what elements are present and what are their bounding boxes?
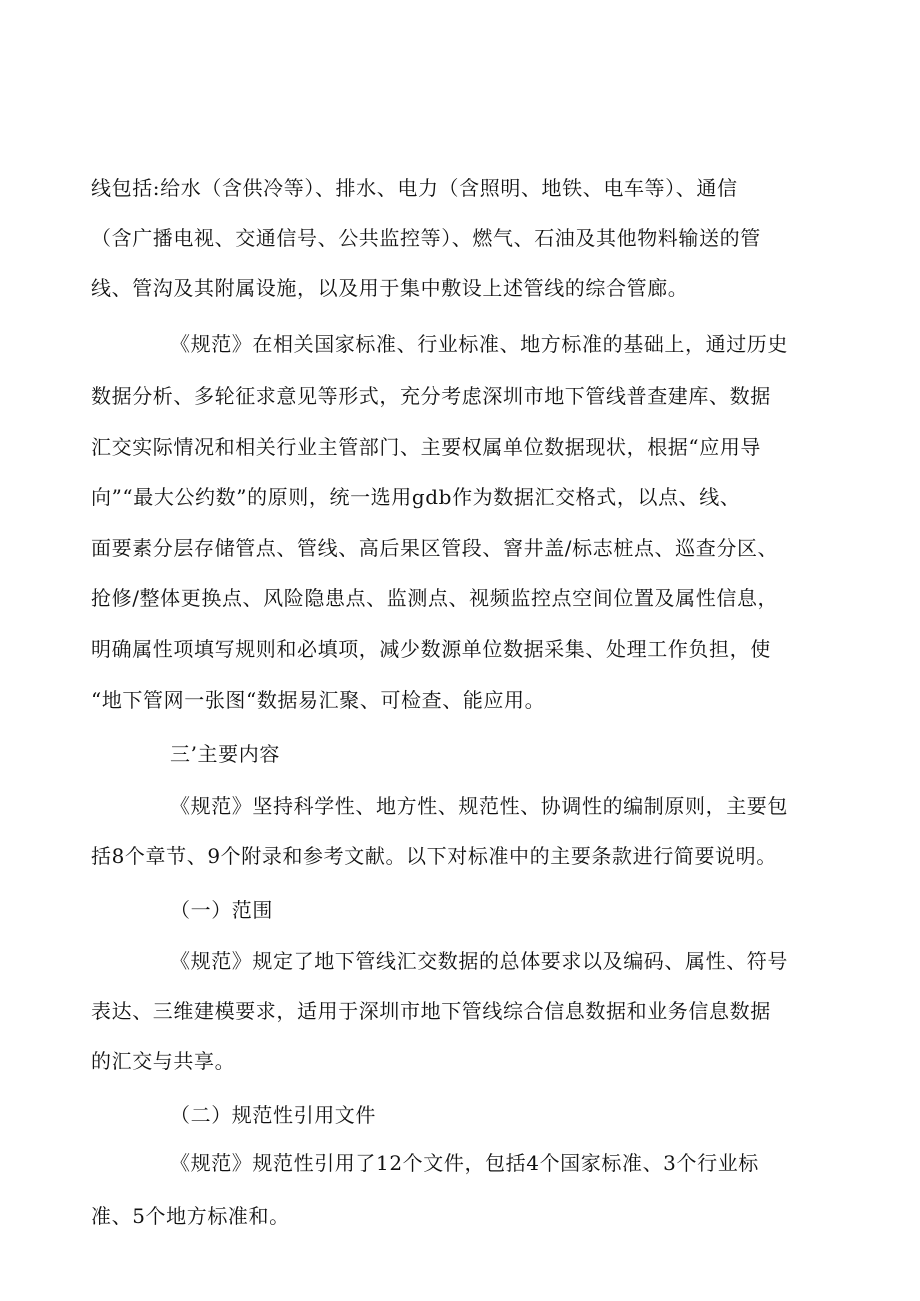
text-line-2: （含广播电视、交通信号、公共监控等）、燃气、石油及其他物料输送的管 (91, 226, 761, 250)
paragraph-4-line-2: 准、5个地方标准和。 (91, 1204, 290, 1228)
paragraph-4-line-1: 《规范》规范性引用了12个文件，包括4个国家标准、3个行业标 (170, 1151, 759, 1175)
subsection-heading-2: （二）规范性引用文件 (170, 1103, 376, 1127)
paragraph-3-line-1: 《规范》规定了地下管线汇交数据的总体要求以及编码、属性、符号 (170, 949, 788, 973)
paragraph-2-line-2: 括8个章节、9个附录和参考文献。以下对标准中的主要条款进行简要说明。 (91, 844, 777, 868)
paragraph-1-line-4: 向”“最大公约数”的原则，统一选用gdb作为数据汇交格式，以点、线、 (91, 485, 741, 509)
subsection-heading-1: （一）范围 (170, 898, 273, 922)
text-line-3: 线、管沟及其附属设施，以及用于集中敷设上述管线的综合管廊。 (91, 276, 689, 300)
text-line-1: 线包括:给水（含供冷等）、排水、电力（含照明、地铁、电车等）、通信 (91, 176, 738, 200)
section-heading-3: 三’主要内容 (170, 742, 280, 766)
paragraph-1-line-7: 明确属性项填写规则和必填项，减少数源单位数据采集、处理工作负担，使 (91, 637, 771, 661)
paragraph-3-line-2: 表达、三维建模要求，适用于深圳市地下管线综合信息数据和业务信息数据 (91, 999, 771, 1023)
paragraph-1-line-6: 抢修/整体更换点、风险隐患点、监测点、视频监控点空间位置及属性信息， (91, 586, 779, 610)
paragraph-1-line-5: 面要素分层存储管点、管线、高后果区管段、窨井盖/标志桩点、巡查分区、 (91, 536, 779, 560)
paragraph-1-line-2: 数据分析、多轮征求意见等形式，充分考虑深圳市地下管线普查建库、数据 (91, 384, 771, 408)
paragraph-1-line-3: 汇交实际情况和相关行业主管部门、主要权属单位数据现状，根据“应用导 (91, 435, 762, 459)
paragraph-3-line-3: 的汇交与共享。 (91, 1049, 236, 1073)
paragraph-1-line-8: “地下管网一张图“数据易汇聚、可检查、能应用。 (91, 688, 546, 712)
paragraph-2-line-1: 《规范》坚持科学性、地方性、规范性、协调性的编制原则，主要包 (170, 794, 788, 818)
paragraph-1-line-1: 《规范》在相关国家标准、行业标准、地方标准的基础上，通过历史 (170, 332, 788, 356)
